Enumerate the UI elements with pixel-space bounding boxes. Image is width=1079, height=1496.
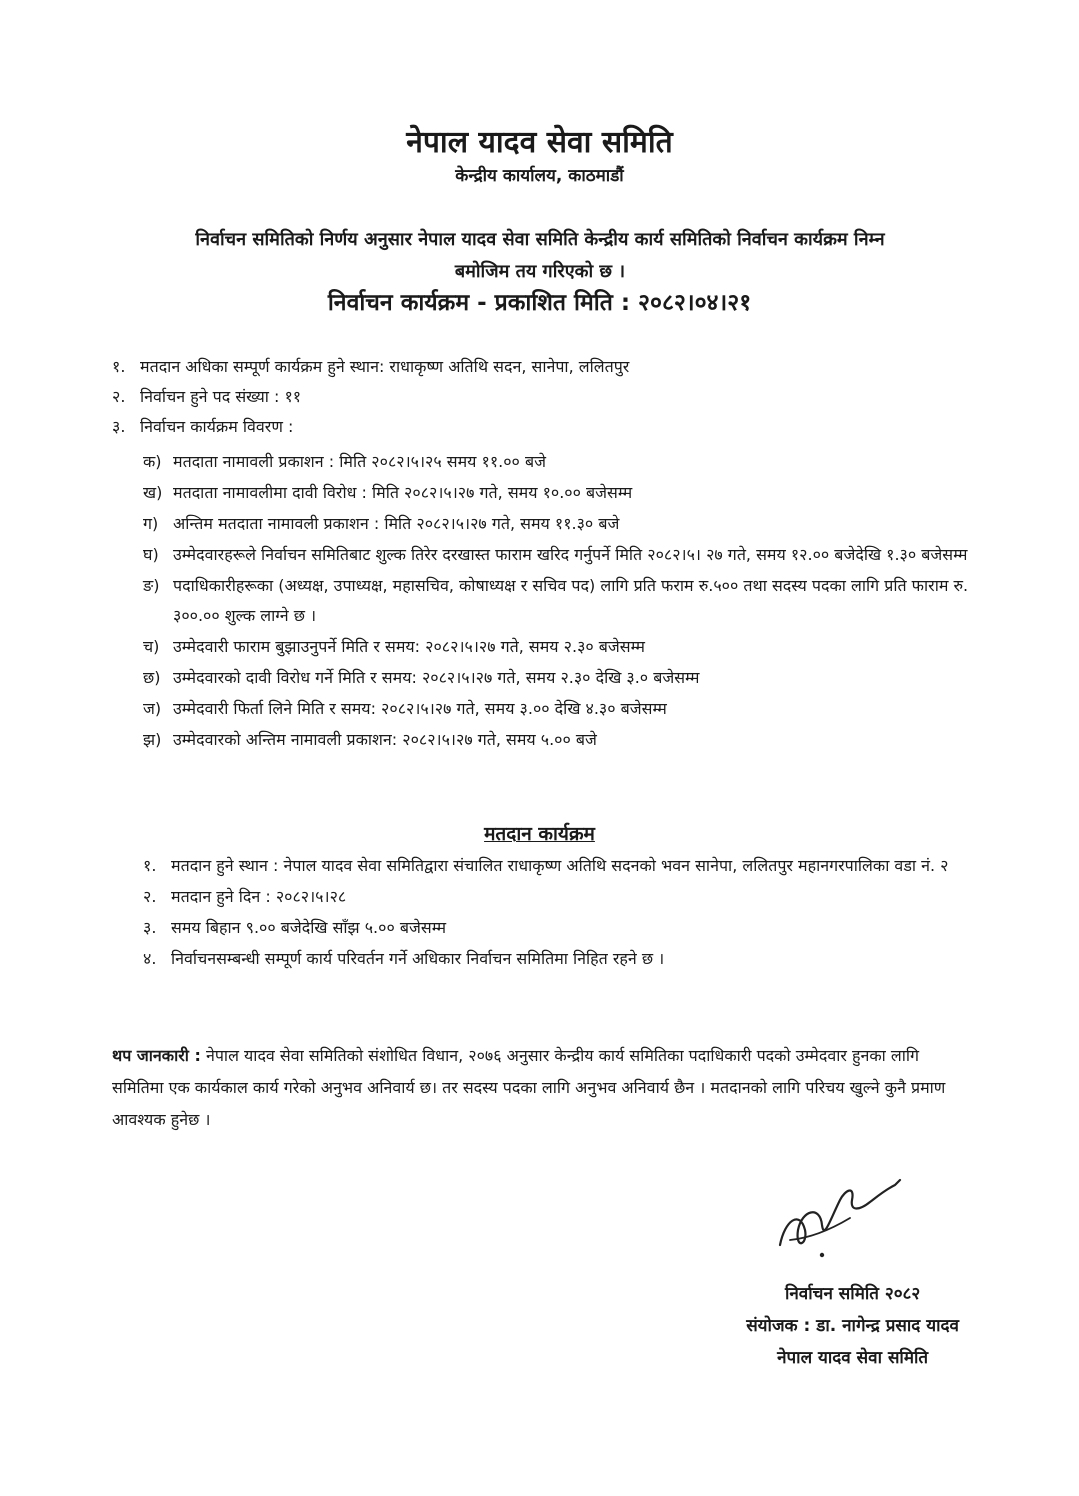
- list-item: [112, 352, 972, 382]
- list-item: [143, 632, 973, 662]
- list-item-text: उम्मेदवारको दावी विरोध गर्ने मिति र समय: २०८२।५।२७ गते, समय २.३० देखि ३.० बजेसम्म: [173, 668, 700, 687]
- list-item-text: मतदाता नामावली प्रकाशन : मिति २०८२।५।२५ समय ११.०० बजे: [173, 452, 546, 471]
- list-item: [143, 447, 973, 477]
- committee-name: निर्वाचन समिति २०८२: [784, 1284, 921, 1304]
- list-item-text: पदाधिकारीहरूका (अध्यक्ष, उपाध्यक्ष, महासचिव, कोषाध्यक्ष र सचिव पद) लागि प्रति फराम रु.५०० तथा सदस्य पदका लागि प्रति फाराम रु. ३००.०० शुल्क लाग्ने छ ।: [173, 576, 969, 625]
- list-item: [143, 850, 973, 881]
- signature-image: [760, 1160, 910, 1270]
- list-item-label: झ): [143, 730, 162, 749]
- list-item-number: १.: [143, 856, 157, 875]
- list-item: [143, 509, 973, 539]
- polling-schedule-heading-text: मतदान कार्यक्रम: [484, 823, 595, 845]
- list-item-number: ४.: [143, 949, 157, 968]
- list-item: [143, 663, 973, 693]
- list-item-number: ३.: [143, 918, 157, 937]
- list-item-text: उम्मेदवारहरूले निर्वाचन समितिबाट शुल्क तिरेर दरखास्त फाराम खरिद गर्नुपर्ने मिति २०८२।५। २७ गते, समय १२.०० बजेदेखि १.३० बजेसम्म: [173, 545, 968, 564]
- intro-paragraph: [120, 224, 960, 288]
- polling-schedule-heading: [0, 820, 1079, 846]
- list-item-text: अन्तिम मतदाता नामावली प्रकाशन : मिति २०८२।५।२७ गते, समय ११.३० बजे: [173, 514, 620, 533]
- list-item-text: समय बिहान ९.०० बजेदेखि साँझ ५.०० बजेसम्म: [171, 918, 447, 937]
- list-item-number: २.: [112, 387, 126, 406]
- list-item: [143, 540, 973, 570]
- list-item-number: ३.: [112, 417, 126, 436]
- organization-name: नेपाल यादव सेवा समिति: [777, 1348, 929, 1368]
- list-item-text: मतदाता नामावलीमा दावी विरोध : मिति २०८२।५।२७ गते, समय १०.०० बजेसम्म: [173, 483, 633, 502]
- list-item-text: मतदान हुने दिन : २०८२।५।२८: [171, 887, 347, 906]
- list-item-text: उम्मेदवारको अन्तिम नामावली प्रकाशन: २०८२।५।२७ गते, समय ५.०० बजे: [173, 730, 597, 749]
- organization-subtitle: केन्द्रीय कार्यालय, काठमाडौं: [455, 166, 624, 186]
- signatory-block: [746, 1278, 959, 1374]
- list-item-label: ख): [143, 483, 163, 502]
- list-item-text: उम्मेदवारी फिर्ता लिने मिति र समय: २०८२।५।२७ गते, समय ३.०० देखि ४.३० बजेसम्म: [173, 699, 667, 718]
- list-item: [143, 725, 973, 755]
- polling-list: [143, 850, 973, 974]
- list-item-label: ग): [143, 514, 159, 533]
- list-item-text: निर्वाचन कार्यक्रम विवरण :: [140, 417, 294, 436]
- list-item-number: २.: [143, 887, 157, 906]
- list-item: [143, 478, 973, 508]
- list-item: [143, 881, 973, 912]
- list-item-text: मतदान अधिका सम्पूर्ण कार्यक्रम हुने स्थान: राधाकृष्ण अतिथि सदन, सानेपा, ललितपुर: [140, 357, 630, 376]
- list-item: [143, 571, 973, 631]
- list-item-text: उम्मेदवारी फाराम बुझाउनुपर्ने मिति र समय: २०८२।५।२७ गते, समय २.३० बजेसम्म: [173, 637, 645, 656]
- schedule-heading: निर्वाचन कार्यक्रम - प्रकाशित मिति : २०८२।०४।२१: [327, 290, 752, 316]
- list-item: [143, 694, 973, 724]
- list-item-text: निर्वाचनसम्बन्धी सम्पूर्ण कार्य परिवर्तन गर्ने अधिकार निर्वाचन समितिमा निहित रहने छ ।: [171, 949, 665, 968]
- list-item: [112, 412, 972, 442]
- list-item-number: १.: [112, 357, 126, 376]
- additional-info-text: नेपाल यादव सेवा समितिको संशोधित विधान, २०७६ अनुसार केन्द्रीय कार्य समितिका पदाधिकारी पदको उम्मेदवार हुनका लागि समितिमा एक कार्यकाल कार्य गरेको अनुभव अनिवार्य छ। तर सदस्य पदका लागि अनुभव अनिवार्य छैन । मतदानको लागि परिचय खुल्ने कुनै प्रमाण आवश्यक हुनेछ ।: [112, 1046, 946, 1129]
- list-item-label: ज): [143, 699, 162, 718]
- organization-title: नेपाल यादव सेवा समिति: [406, 125, 673, 160]
- list-item: [143, 912, 973, 943]
- additional-info: [112, 1040, 972, 1136]
- coordinator-name: संयोजक : डा. नागेन्द्र प्रसाद यादव: [746, 1316, 959, 1336]
- schedule-details-list: [143, 447, 973, 756]
- additional-info-label: थप जानकारी :: [112, 1046, 201, 1065]
- list-item-text: मतदान हुने स्थान : नेपाल यादव सेवा समितिद्वारा संचालित राधाकृष्ण अतिथि सदनको भवन सानेपा, ललितपुर महानगरपालिका वडा नं. २: [171, 856, 949, 875]
- intro-line-2: बमोजिम तय गरिएको छ ।: [454, 261, 626, 282]
- list-item: [112, 382, 972, 412]
- main-list: [112, 352, 972, 442]
- list-item-text: निर्वाचन हुने पद संख्या : ११: [140, 387, 302, 406]
- list-item-label: घ): [143, 545, 159, 564]
- list-item: [143, 943, 973, 974]
- list-item-label: ङ): [143, 576, 160, 595]
- list-item-label: छ): [143, 668, 161, 687]
- intro-line-1: निर्वाचन समितिको निर्णय अनुसार नेपाल यादव सेवा समिति केन्द्रीय कार्य समितिको निर्वाचन कार्यक्रम निम्न: [195, 229, 885, 250]
- list-item-label: च): [143, 637, 160, 656]
- list-item-label: क): [143, 452, 162, 471]
